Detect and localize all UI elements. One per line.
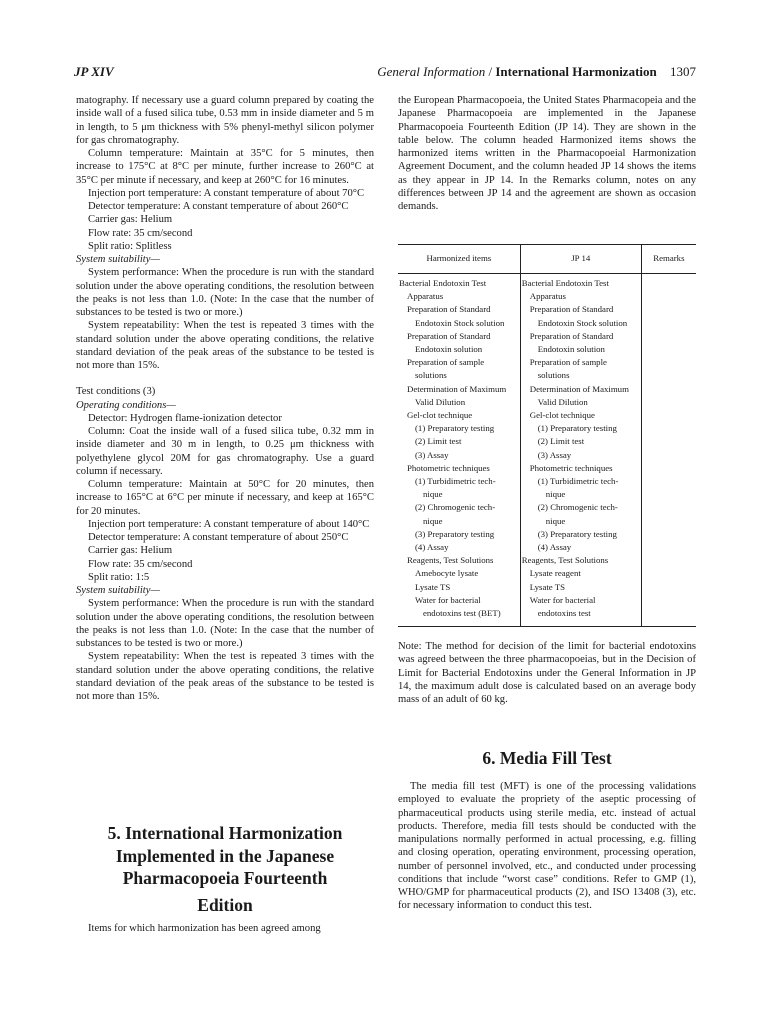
table-cell-line: endotoxins test bbox=[537, 608, 591, 619]
table-cell-line: Gel-clot technique bbox=[407, 410, 473, 421]
table-cell-line: Preparation of sample bbox=[529, 357, 607, 368]
remarks-cell bbox=[641, 274, 696, 627]
paragraph: System repeatability: When the test is repeated 3 times with the standard solution under the above operating conditions, the relative standard deviation of the peak areas of the substance to be tested is not more than 15%. bbox=[76, 320, 374, 371]
section-5-heading bbox=[76, 822, 374, 916]
table-cell-line: Amebocyte lysate bbox=[415, 568, 479, 579]
table-row bbox=[398, 274, 696, 627]
header-slash: / bbox=[488, 64, 493, 79]
heading-line: Edition bbox=[197, 894, 253, 915]
paragraph: System repeatability: When the test is repeated 3 times with the standard solution under the above operating conditions, the relative standard deviation of the peak areas of the substance to be tested is not more than 15%. bbox=[76, 651, 374, 702]
table-cell-line: Reagents, Test Solutions bbox=[521, 555, 609, 566]
paragraph: Flow rate: 35 cm/second bbox=[88, 558, 193, 570]
table-cell-line: (2) Limit test bbox=[537, 436, 585, 447]
table-header-row bbox=[398, 245, 696, 274]
table-cell-line: (2) Chromogenic tech- bbox=[415, 502, 496, 513]
table-cell-line: (3) Assay bbox=[537, 449, 572, 460]
section-5-intro: Items for which harmonization has been agreed among bbox=[88, 923, 321, 934]
paragraph: Injection port temperature: A constant temperature of about 70°C bbox=[88, 187, 365, 199]
page-number: 1307 bbox=[670, 64, 696, 79]
table-cell-line: Preparation of Standard bbox=[529, 330, 614, 341]
table-cell-line: solutions bbox=[537, 370, 570, 381]
table-cell-line: (3) Preparatory testing bbox=[537, 528, 617, 539]
header-section: International Harmonization bbox=[495, 64, 657, 79]
paragraph: Detector: Hydrogen flame-ionization detector bbox=[88, 412, 282, 424]
harmonization-table bbox=[398, 244, 696, 627]
paragraph: Split ratio: 1:5 bbox=[88, 571, 150, 583]
table-cell-line: Lysate TS bbox=[415, 581, 451, 592]
table-cell-line: (3) Preparatory testing bbox=[415, 528, 495, 539]
table-cell-line: Water for bacterial bbox=[415, 594, 481, 605]
paragraph: Column temperature: Maintain at 50°C for 20 minutes, then increase to 165°C at 6°C per minute if necessary, and keep at 165°C for 20 minutes. bbox=[76, 479, 374, 517]
table-cell-line: Determination of Maximum bbox=[407, 383, 507, 394]
heading-line: Implemented in the Japanese bbox=[115, 845, 335, 866]
subheading: Operating conditions— bbox=[76, 399, 176, 411]
subheading: System suitability— bbox=[76, 585, 160, 596]
table-cell-line: Valid Dilution bbox=[537, 396, 588, 407]
running-header bbox=[74, 64, 696, 84]
table-cell-line: Endotoxin Stock solution bbox=[537, 317, 628, 328]
table-cell-line: Determination of Maximum bbox=[529, 383, 629, 394]
paragraph: matography. If necessary use a guard column prepared by coating the inside wall of a fused silica tube, 0.53 mm in inside diameter and 5 m in length, to 5 μm thickness with 5% phenyl-methyl silicon polymer for gas chromatography. bbox=[76, 95, 374, 146]
jp14-cell bbox=[520, 274, 641, 627]
paragraph: System performance: When the procedure is run with the standard solution under the above operating conditions, the resolution between the peaks is not less than 1.0. (Note: In the case that the number of substances to be tested is two or more.) bbox=[76, 267, 374, 318]
section-6-paragraph: The media fill test (MFT) is one of the processing validations employed to evaluate the propriety of the aseptic processing of pharmaceutical products using sterile media, etc. instead of actual products. Therefore, media fill tests should be conducted with the manipulations normally performed in actual processing, e.g. filling and closing operation, operating environment, processing operation, number of personnel involved, etc., and conducted under processing conditions that include “worst case” conditions. Refer to GMP (1), WHO/GMP for pharmaceutical products (2), and ISO 13408 (3), etc. for necessary information to conduct this test. bbox=[398, 781, 696, 912]
table-cell-line: nique bbox=[423, 515, 443, 526]
subheading: Test conditions (3) bbox=[76, 386, 156, 398]
table-cell-line: Apparatus bbox=[529, 291, 566, 302]
paragraph: the European Pharmacopoeia, the United States Pharmacopeia and the Japanese Pharmacopoeia are implemented in the Japanese Pharmacopoeia Fourteenth Edition (JP 14). They are shown in the table below. The column headed Harmonized items shows the harmonized items written in the Pharmacopoeial Harmonization Agreement Document, and the column headed JP 14 shows the items as they appear in JP 14. In the Remarks column, notes on any differences between JP 14 and the agreement are shown as occasion demands. bbox=[398, 95, 696, 212]
table-cell-line: (1) Turbidimetric tech- bbox=[537, 476, 619, 487]
header-right bbox=[377, 64, 696, 80]
table-cell-line: Photometric techniques bbox=[407, 462, 490, 473]
table-cell-line: solutions bbox=[415, 370, 447, 381]
table-cell-line: Endotoxin solution bbox=[415, 344, 483, 355]
table-cell-line: (3) Assay bbox=[415, 449, 449, 460]
table-cell-line: endotoxins test (BET) bbox=[423, 608, 501, 619]
table-cell-line: (1) Preparatory testing bbox=[415, 423, 495, 434]
section-6-heading: 6. Media Fill Test bbox=[482, 748, 612, 768]
table-cell-line: Endotoxin solution bbox=[537, 344, 605, 355]
paragraph: Column temperature: Maintain at 35°C for 5 minutes, then increase to 175°C at 8°C per minute, further increase to 260°C at 35°C per minute if necessary, and keep at 260°C for 16 minutes. bbox=[76, 148, 374, 186]
table-cell-line: (1) Turbidimetric tech- bbox=[415, 476, 496, 487]
paragraph: System performance: When the procedure is run with the standard solution under the above operating conditions, the resolution between the peaks is not less than 1.0. (Note: In the case that the number of substances to be tested is two or more.) bbox=[76, 598, 374, 649]
table-cell-line: Photometric techniques bbox=[529, 462, 613, 473]
table-cell-line: (4) Assay bbox=[537, 542, 572, 553]
table-cell-line: Lysate reagent bbox=[529, 568, 581, 579]
paragraph: Detector temperature: A constant temperature of about 260°C bbox=[88, 201, 349, 212]
paragraph: Detector temperature: A constant temperature of about 250°C bbox=[88, 532, 349, 543]
table-cell-line: Bacterial Endotoxin Test bbox=[521, 278, 609, 288]
table-cell-line: Endotoxin Stock solution bbox=[415, 317, 505, 328]
table-cell-line: Reagents, Test Solutions bbox=[407, 555, 494, 566]
column-header: Harmonized items bbox=[398, 245, 520, 274]
table-cell-line: Preparation of sample bbox=[407, 357, 485, 368]
paragraph: Carrier gas: Helium bbox=[88, 545, 173, 557]
paragraph: Column: Coat the inside wall of a fused silica tube, 0.32 mm in inside diameter and 30 m in length, to 0.25 μm thickness with polyethylene glycol 20M for gas chromatography. Use a guard column if necessary. bbox=[76, 426, 374, 477]
table-cell-line: Preparation of Standard bbox=[529, 304, 614, 315]
table-cell-line: Lysate TS bbox=[529, 581, 566, 592]
table-cell-line: nique bbox=[545, 515, 566, 526]
table-note: Note: The method for decision of the limit for bacterial endotoxins was agreed between the three pharmacopoeias, but in the Decision of Limit for Bacterial Endotoxins under the General Information in JP 14, the maximum adult dose is calculated based on an average body mass of an adult of 60 kg. bbox=[398, 641, 696, 705]
table-cell-line: Gel-clot technique bbox=[529, 410, 595, 421]
journal-label: JP XIV bbox=[74, 64, 114, 79]
table-cell-line: (4) Assay bbox=[415, 542, 449, 553]
column-header: JP 14 bbox=[520, 245, 641, 274]
paragraph: Injection port temperature: A constant temperature of about 140°C bbox=[88, 518, 370, 530]
table-cell-line: Bacterial Endotoxin Test bbox=[399, 278, 487, 288]
table-cell-line: (1) Preparatory testing bbox=[537, 423, 617, 434]
subheading: System suitability— bbox=[76, 254, 160, 265]
table-cell-line: (2) Limit test bbox=[415, 436, 462, 447]
paragraph: Split ratio: Splitless bbox=[88, 240, 172, 252]
left-column bbox=[76, 94, 374, 703]
heading-line: 5. International Harmonization bbox=[107, 823, 343, 843]
paragraph: Carrier gas: Helium bbox=[88, 214, 173, 226]
table-cell-line: Preparation of Standard bbox=[407, 304, 491, 315]
harmonized-items-cell bbox=[398, 274, 520, 627]
paragraph: Flow rate: 35 cm/second bbox=[88, 227, 193, 239]
table-cell-line: Apparatus bbox=[407, 291, 444, 302]
column-header: Remarks bbox=[641, 245, 696, 274]
heading-line: Pharmacopoeia Fourteenth bbox=[122, 868, 328, 888]
table-cell-line: Valid Dilution bbox=[415, 396, 466, 407]
table-cell-line: nique bbox=[423, 489, 443, 500]
table-cell-line: Preparation of Standard bbox=[407, 330, 491, 341]
right-column bbox=[398, 94, 696, 213]
table-cell-line: (2) Chromogenic tech- bbox=[537, 502, 618, 513]
table-cell-line: nique bbox=[545, 489, 566, 500]
table-cell-line: Water for bacterial bbox=[529, 594, 596, 605]
header-general-info: General Information bbox=[377, 64, 486, 79]
